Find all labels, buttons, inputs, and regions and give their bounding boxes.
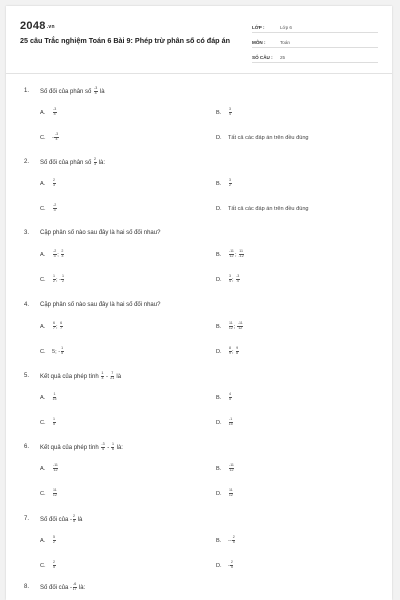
- fraction: $\frac{-2}{3}$: [53, 249, 57, 258]
- fraction: $\frac{2}{3}$: [53, 178, 55, 187]
- option-b[interactable]: B. $\frac{-11}{12}$ ; $\frac{11}{-12}$: [216, 249, 244, 258]
- option-text: [52, 536, 56, 545]
- fraction: $\frac{2}{5}$: [73, 513, 76, 523]
- option-text: $\frac{8}{9}$ ; $\frac{9}{8}$: [229, 346, 239, 355]
- option-c[interactable]: C. $\frac{2}{5}$: [40, 560, 55, 569]
- question-1: 1. Số đối của phân số $\frac{-3}{4}$ là A. $\frac{-3}{4}$ B. $\frac{3}{4}$ C. - $\frac{-3}{4}$ D. Tất cả các đáp án trên đều đúng: [24, 86, 378, 140]
- fraction: $\frac{-3}{4}$: [236, 274, 240, 283]
- fraction: $\frac{9}{8}$: [236, 346, 239, 355]
- fraction: $\frac{11}{12}$: [52, 488, 57, 497]
- meta-box: [252, 18, 378, 63]
- option-text: Tất cả các đáp án trên đều đúng: [228, 205, 309, 212]
- question-text: Số đối của - $\frac{-6}{17}$ là:: [40, 581, 86, 591]
- question-text: Số đối của phân số $\frac{-3}{4}$ là: [40, 85, 105, 95]
- fraction: $\frac{3}{4}$: [229, 274, 231, 283]
- option-text: - $\frac{2}{5}$: [228, 560, 233, 569]
- fraction: $\frac{1}{6}$: [111, 441, 114, 451]
- option-text: [228, 464, 235, 473]
- option-d[interactable]: D. $\frac{8}{9}$ ; $\frac{9}{8}$: [216, 346, 239, 355]
- fraction: $\frac{-2}{3}$: [53, 203, 57, 212]
- option-d[interactable]: D. Tất cả các đáp án trên đều đúng: [216, 205, 309, 212]
- option-a[interactable]: A. $\frac{-2}{3}$ ; $\frac{2}{3}$: [40, 249, 64, 258]
- option-text: $\frac{11}{12}$ ; $\frac{-11}{12}$: [228, 321, 243, 330]
- option-d[interactable]: D. Tất cả các đáp án trên đều đúng: [216, 134, 309, 141]
- fraction: $\frac{-3}{4}$: [53, 107, 57, 116]
- option-b[interactable]: B. $\frac{3}{4}$: [216, 107, 231, 116]
- option-text: [228, 393, 232, 402]
- question-text: Cặp phân số nào sau đây là hai số đối nhau?: [40, 230, 161, 236]
- fraction: $\frac{5}{2}$: [53, 535, 55, 544]
- option-a[interactable]: A. $\frac{1}{15}$: [40, 392, 57, 401]
- question-3: 3. Cặp phân số nào sau đây là hai số đối nhau? A. $\frac{-2}{3}$ ; $\frac{2}{3}$ B. $\frac{-11}{12}$ ; $\frac{11}{-12}$ C. $\frac{1}{2}$ ; - $\frac{1}{2}$ D. $\frac{3}{4}$ ; $\frac{-3}{4}$: [24, 228, 378, 282]
- option-b[interactable]: B. $\frac{11}{12}$ ; $\frac{-11}{12}$: [216, 321, 243, 330]
- question-6: 6. Kết quả của phép tính $\frac{-3}{4}$ - $\frac{1}{6}$ là: A. $\frac{-11}{12}$ B. $\frac{-11}{12}$ C. $\frac{11}{12}$ D. $\frac{11}{12}$: [24, 442, 378, 496]
- option-a[interactable]: A. $\frac{5}{2}$: [40, 535, 55, 544]
- fraction: $\frac{11}{12}$: [228, 321, 233, 330]
- option-text: $\frac{-11}{12}$ ; $\frac{11}{-12}$: [229, 249, 244, 258]
- answer-options: [40, 238, 378, 282]
- header-divider: [6, 73, 392, 74]
- fraction: $\frac{6}{7}$: [60, 321, 63, 330]
- question-2: 2. Số đối của phân số $\frac{2}{3}$ là: A. $\frac{2}{3}$ B. $\frac{3}{2}$ C. $\frac{-2}{3}$ D. Tất cả các đáp án trên đều đúng: [24, 157, 378, 211]
- option-text: [52, 108, 57, 117]
- question-text: Số đối của - $\frac{2}{5}$ là: [40, 513, 83, 523]
- option-d[interactable]: D. - $\frac{2}{5}$: [216, 560, 233, 569]
- fraction: $\frac{3}{4}$: [229, 107, 231, 116]
- option-text: $\frac{1}{2}$ ; - $\frac{1}{2}$: [53, 274, 64, 283]
- question-7: 7. Số đối của - $\frac{2}{5}$ là A. $\frac{5}{2}$ B. -- $\frac{2}{5}$ C. $\frac{2}{5}$ D. - $\frac{2}{5}$: [24, 514, 378, 568]
- document-page: [6, 6, 392, 600]
- option-d[interactable]: D. $\frac{11}{12}$: [216, 488, 233, 497]
- answer-options: [40, 452, 378, 496]
- meta-subject: MÔN : Toán: [252, 33, 378, 48]
- fraction: $\frac{11}{12}$: [228, 488, 233, 497]
- answer-options: [40, 310, 378, 354]
- option-a[interactable]: A. $\frac{2}{3}$: [40, 178, 55, 187]
- fraction: $\frac{-11}{12}$: [229, 463, 234, 472]
- fraction: $\frac{-6}{17}$: [72, 581, 77, 591]
- fraction: $\frac{-11}{12}$: [53, 463, 58, 472]
- fraction: $\frac{2}{5}$: [53, 560, 55, 569]
- option-text: $\frac{6}{7}$ ; $\frac{6}{7}$: [53, 321, 63, 330]
- option-text: 5; - $\frac{1}{5}$: [52, 346, 64, 355]
- fraction: $\frac{8}{9}$: [229, 346, 231, 355]
- fraction: $\frac{-11}{12}$: [229, 249, 234, 258]
- option-c[interactable]: C. $\frac{-2}{3}$: [40, 203, 57, 212]
- question-4: 4. Cặp phân số nào sau đây là hai số đối nhau? A. $\frac{6}{7}$ ; $\frac{6}{7}$ B. $\frac{11}{12}$ ; $\frac{-11}{12}$ C. 5; - $\frac{1}{5}$ D. $\frac{8}{9}$ ; $\frac{9}{8}$: [24, 300, 378, 354]
- option-text: [52, 418, 56, 427]
- option-b[interactable]: B. -- $\frac{2}{5}$: [216, 535, 235, 544]
- option-text: [228, 489, 234, 498]
- fraction: $\frac{1}{5}$: [53, 417, 55, 426]
- question-8: 8. Số đối của - $\frac{-6}{17}$ là:: [24, 582, 378, 592]
- option-text: [52, 393, 57, 402]
- option-c[interactable]: C. 5; - $\frac{1}{5}$: [40, 346, 64, 355]
- fraction: $\frac{6}{7}$: [53, 321, 55, 330]
- option-c[interactable]: C. $\frac{1}{5}$: [40, 417, 55, 426]
- fraction: $\frac{1}{2}$: [53, 274, 55, 283]
- option-text: Tất cả các đáp án trên đều đúng: [228, 134, 309, 141]
- fraction: $\frac{-3}{4}$: [54, 132, 59, 141]
- fraction: $\frac{-3}{4}$: [94, 85, 98, 95]
- fraction: $\frac{2}{5}$: [232, 535, 235, 544]
- option-text: $\frac{-2}{3}$ ; $\frac{2}{3}$: [53, 249, 64, 258]
- option-a[interactable]: A. $\frac{6}{7}$ ; $\frac{6}{7}$: [40, 321, 63, 330]
- option-text: -- $\frac{2}{5}$: [228, 535, 235, 544]
- option-b[interactable]: B. $\frac{-11}{12}$: [216, 463, 234, 472]
- option-text: [228, 179, 232, 188]
- option-text: [52, 489, 58, 498]
- fraction: $\frac{-3}{4}$: [101, 441, 105, 451]
- fraction: $\frac{2}{5}$: [230, 560, 233, 569]
- option-text: [52, 179, 56, 188]
- site-logo[interactable]: $2048^{.vn}$: [20, 20, 55, 32]
- option-a[interactable]: A. $\frac{-3}{4}$: [40, 107, 57, 116]
- option-d[interactable]: D. $\frac{-1}{15}$: [216, 417, 233, 426]
- option-text: [228, 108, 232, 117]
- option-c[interactable]: C. $\frac{11}{12}$: [40, 488, 57, 497]
- question-text: Cặp phân số nào sau đây là hai số đối nhau?: [40, 302, 161, 308]
- question-text: Số đối của phân số $\frac{2}{3}$ là:: [40, 156, 106, 166]
- page-title: 25 câu Trắc nghiệm Toán 6 Bài 9: Phép trừ phân số có đáp án: [20, 36, 230, 45]
- fraction: $\frac{1}{2}$: [61, 274, 64, 283]
- answer-options: [40, 96, 378, 140]
- answer-options: [40, 381, 378, 425]
- fraction: $\frac{3}{2}$: [229, 178, 231, 187]
- fraction: $\frac{11}{-12}$: [238, 249, 244, 258]
- option-text: [52, 204, 57, 213]
- fraction: $\frac{4}{5}$: [229, 392, 231, 401]
- option-text: $\frac{3}{4}$ ; $\frac{-3}{4}$: [229, 274, 240, 283]
- option-c[interactable]: C. - $\frac{-3}{4}$: [40, 132, 59, 141]
- meta-count: SỐ CÂU : 25: [252, 48, 378, 63]
- question-text: Kết quả của phép tính $\frac{1}{3}$ - $\frac{7}{21}$ là: [40, 370, 122, 380]
- option-text: - $\frac{-3}{4}$: [52, 132, 59, 141]
- option-d[interactable]: D. $\frac{3}{4}$ ; $\frac{-3}{4}$: [216, 274, 240, 283]
- option-b[interactable]: B. $\frac{4}{5}$: [216, 392, 231, 401]
- fraction: $\frac{2}{3}$: [61, 249, 64, 258]
- answer-options: [40, 524, 378, 568]
- option-text: [52, 464, 59, 473]
- fraction: $\frac{1}{3}$: [101, 370, 104, 380]
- option-text: [52, 561, 56, 570]
- option-text: [228, 418, 233, 427]
- question-5: 5. Kết quả của phép tính $\frac{1}{3}$ - $\frac{7}{21}$ là A. $\frac{1}{15}$ B. $\frac{4}{5}$ C. $\frac{1}{5}$ D. $\frac{-1}{15}$: [24, 371, 378, 425]
- option-b[interactable]: B. $\frac{3}{2}$: [216, 178, 231, 187]
- fraction: $\frac{-1}{15}$: [228, 417, 233, 426]
- answer-options: [40, 167, 378, 211]
- question-text: Kết quả của phép tính $\frac{-3}{4}$ - $\frac{1}{6}$ là:: [40, 441, 123, 451]
- option-a[interactable]: A. $\frac{-11}{12}$: [40, 463, 58, 472]
- fraction: $\frac{1}{15}$: [52, 392, 57, 401]
- option-c[interactable]: C. $\frac{1}{2}$ ; - $\frac{1}{2}$: [40, 274, 64, 283]
- meta-class: LỚP : Lớp 6: [252, 18, 378, 33]
- fraction: $\frac{1}{5}$: [61, 346, 64, 355]
- fraction: $\frac{2}{3}$: [94, 156, 97, 166]
- fraction: $\frac{7}{21}$: [110, 370, 115, 380]
- fraction: $\frac{-11}{12}$: [237, 321, 243, 330]
